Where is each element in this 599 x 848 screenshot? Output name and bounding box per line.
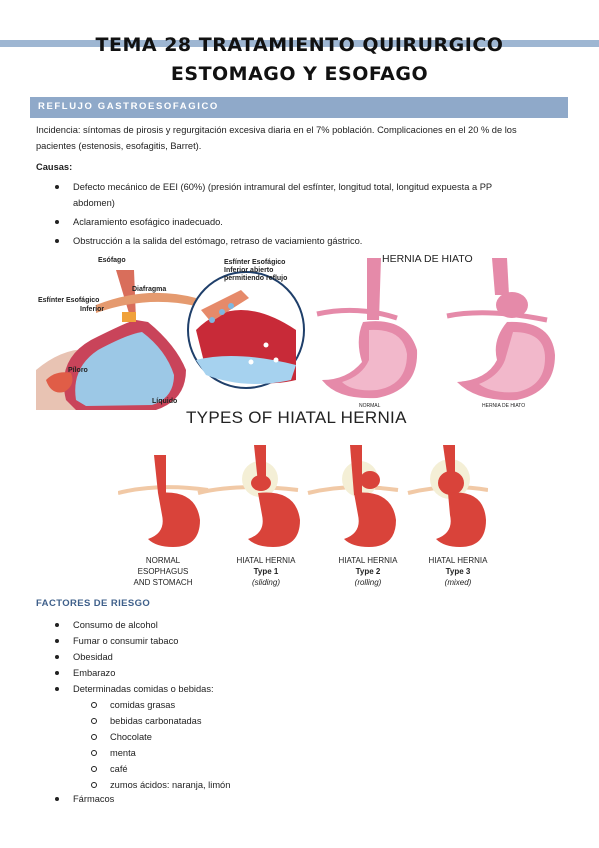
panel-type2-line1: HIATAL HERNIA [338, 556, 398, 565]
food-item: menta [110, 745, 550, 761]
panel-normal-line2: ESOPHAGUS [137, 567, 189, 576]
panel-type1-line3: (sliding) [251, 578, 281, 587]
risk-item: Obesidad [73, 649, 553, 665]
hernia-figure-title: HERNIA DE HIATO [382, 253, 473, 265]
bullet-icon [55, 639, 59, 643]
label-liquido: Líquido [152, 398, 178, 405]
bullet-icon [55, 687, 59, 691]
bullet-icon [55, 655, 59, 659]
risk-item: Consumo de alcohol [73, 617, 553, 633]
panel-type2-line2: Type 2 [355, 567, 381, 576]
page-title-line2: ESTOMAGO Y ESOFAGO [170, 63, 429, 85]
section-heading: REFLUJO GASTROESOFAGICO [38, 101, 219, 112]
circle-bullet-icon [91, 734, 97, 740]
reflux-illustration [36, 250, 306, 410]
cause-item-continuation: abdomen) [73, 198, 115, 208]
types-figure-title: TYPES OF HIATAL HERNIA [186, 408, 407, 427]
cause-item: Aclaramiento esofágico inadecuado. [73, 214, 553, 230]
causes-label: Causas: [36, 162, 73, 172]
panel-type3-line3: (mixed) [444, 578, 472, 587]
circle-bullet-icon [91, 718, 97, 724]
circle-bullet-icon [91, 702, 97, 708]
bullet-icon [55, 623, 59, 627]
food-item: café [110, 761, 550, 777]
label-esofago: Esófago [98, 257, 126, 264]
food-item: Chocolate [110, 729, 550, 745]
label-open3: permitiendo reflujo [224, 275, 288, 282]
label-open1: Esfínter Esofágico [224, 259, 286, 266]
bullet-icon [55, 220, 59, 224]
panel-type2-line3: (rolling) [354, 578, 382, 587]
panel-normal-line1: NORMAL [145, 556, 181, 565]
circle-bullet-icon [91, 766, 97, 772]
cause-item: Defecto mecánico de EEI (60%) (presión intramural del esfínter, longitud total, longitud expuesta a PP [73, 179, 553, 195]
food-item: zumos ácidos: naranja, limón [110, 777, 550, 793]
panel-type1-line2: Type 1 [253, 567, 279, 576]
panel-type3-line2: Type 3 [445, 567, 471, 576]
risk-item: Embarazo [73, 665, 553, 681]
circle-bullet-icon [91, 750, 97, 756]
label-piloro: Píloro [68, 367, 88, 374]
label-normal: NORMAL [359, 403, 381, 409]
bullet-icon [55, 185, 59, 189]
label-inferior: Inferior [80, 306, 105, 313]
causes-list [73, 179, 553, 249]
label-esfinter: Esfínter Esofágico [38, 297, 100, 304]
risk-item: Fármacos [73, 791, 553, 807]
risk-factors-list [73, 617, 553, 697]
food-item: comidas grasas [110, 697, 550, 713]
label-open2: Inferior abierto [224, 267, 274, 274]
hiatal-hernia-types-figure [118, 435, 488, 595]
hiatal-hernia-comparison [307, 250, 569, 410]
risk-factors-heading: FACTORES DE RIESGO [36, 598, 151, 609]
label-hernia-de-hiato: HERNIA DE HIATO [482, 403, 526, 409]
panel-type3-line1: HIATAL HERNIA [428, 556, 488, 565]
risk-item: Determinadas comidas o bebidas: [73, 681, 553, 697]
risk-factors-list-end [73, 791, 553, 807]
risk-item: Fumar o consumir tabaco [73, 633, 553, 649]
cause-item: Obstrucción a la salida del estómago, retraso de vaciamiento gástrico. [73, 233, 553, 249]
page-title-line1: TEMA 28 TRATAMIENTO QUIRURGICO [95, 34, 504, 56]
bullet-icon [55, 671, 59, 675]
circle-bullet-icon [91, 782, 97, 788]
panel-normal-line3: AND STOMACH [133, 578, 193, 587]
incidence-text-line2: pacientes (estenosis, esofagitis, Barret). [36, 141, 202, 151]
label-diafragma: Diafragma [132, 286, 167, 293]
incidence-text-line1: Incidencia: síntomas de pirosis y regurgitación excesiva diaria en el 7% población. Complicaciones en el 20 % de los [36, 125, 517, 135]
bullet-icon [55, 239, 59, 243]
bullet-icon [55, 797, 59, 801]
food-item: bebidas carbonatadas [110, 713, 550, 729]
section-header-reflujo [30, 97, 568, 118]
food-sublist [110, 697, 550, 793]
panel-type1-line1: HIATAL HERNIA [236, 556, 296, 565]
